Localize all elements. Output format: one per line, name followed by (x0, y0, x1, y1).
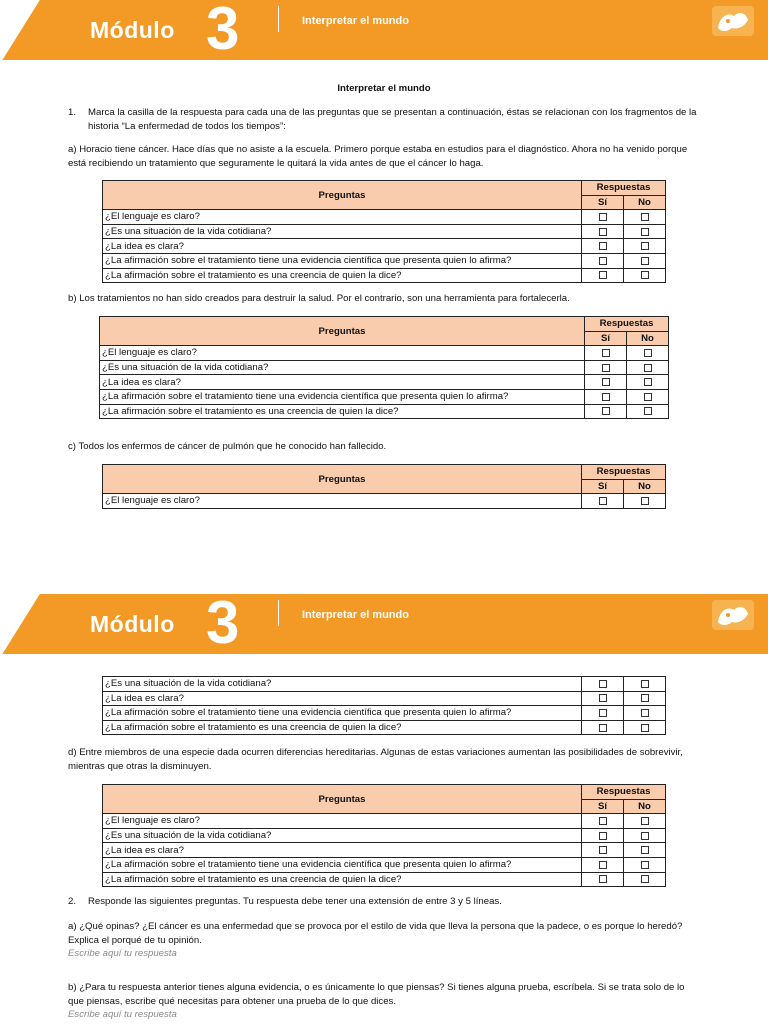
question-text: ¿El lenguaje es claro? (100, 346, 585, 361)
checkbox-si[interactable] (599, 680, 607, 688)
question-2a-text: a) ¿Qué opinas? ¿El cáncer es una enfermedad que se provoca por el estilo de vida que lleva la persona que la padece, o es porque lo heredó? Explica el porqué de tu opinión. (68, 921, 683, 946)
question-text: ¿El lenguaje es claro? (103, 814, 582, 829)
table-row (103, 706, 666, 721)
table-row (103, 239, 666, 254)
question-text: ¿Es una situación de la vida cotidiana? (103, 828, 582, 843)
banner-divider (278, 600, 279, 626)
section-d-text: d) Entre miembros de una especie dada ocurren diferencias hereditarias. Algunas de estas variaciones aumentan las posibilidades de sobrevivir, mientras que otras la disminuyen. (68, 747, 683, 772)
header-respuestas: Respuestas (582, 181, 666, 196)
checkbox-no[interactable] (641, 846, 649, 854)
checkbox-no[interactable] (641, 228, 649, 236)
checkbox-no[interactable] (641, 724, 649, 732)
question-text: ¿Es una situación de la vida cotidiana? (103, 224, 582, 239)
question-text: ¿La idea es clara? (103, 239, 582, 254)
header-no: No (624, 479, 666, 494)
table-row (100, 360, 669, 375)
checkbox-no[interactable] (644, 364, 652, 372)
checkbox-si[interactable] (599, 724, 607, 732)
header-no: No (624, 195, 666, 210)
checkbox-si[interactable] (599, 497, 607, 505)
checkbox-si[interactable] (599, 228, 607, 236)
checkbox-si[interactable] (602, 407, 610, 415)
checkbox-si[interactable] (599, 271, 607, 279)
header-si: Sí (585, 331, 627, 346)
table-row (103, 872, 666, 887)
header-respuestas: Respuestas (582, 465, 666, 480)
module-subtitle: Interpretar el mundo (302, 609, 409, 621)
question-text: ¿La afirmación sobre el tratamiento tiene una evidencia científica que presenta quien lo afirma? (103, 253, 582, 268)
checkbox-si[interactable] (599, 694, 607, 702)
instruction-1-text: Marca la casilla de la respuesta para cada una de las preguntas que se presentan a continuación, éstas se relacionan con los fragmentos de la historia “La enfermedad de todos los tiempos”: (88, 107, 697, 132)
header-respuestas: Respuestas (582, 785, 666, 800)
question-text: ¿La idea es clara? (103, 691, 582, 706)
answer-2b-input[interactable]: Escribe aquí tu respuesta (68, 1009, 177, 1020)
header-preguntas: Preguntas (100, 317, 585, 346)
question-text: ¿Es una situación de la vida cotidiana? (100, 360, 585, 375)
header-si: Sí (582, 799, 624, 814)
module-number: 3 (206, 594, 240, 654)
table-row (103, 224, 666, 239)
section-c-text: c) Todos los enfermos de cáncer de pulmón que he conocido han fallecido. (68, 441, 387, 452)
checkbox-no[interactable] (644, 393, 652, 401)
module-word: Módulo (90, 611, 175, 637)
question-text: ¿La afirmación sobre el tratamiento tiene una evidencia científica que presenta quien lo afirma? (103, 857, 582, 872)
header-no: No (624, 799, 666, 814)
checkbox-si[interactable] (599, 846, 607, 854)
questions-table-d (102, 784, 666, 887)
section-a-text: a) Horacio tiene cáncer. Hace días que no asiste a la escuela. Primero porque estaba en estudios para el diagnóstico. Ahora no ha venido porque está recibiendo un tratamiento que seguramente le quitará la vida antes de que el cáncer lo haga. (68, 144, 688, 169)
checkbox-si[interactable] (602, 364, 610, 372)
checkbox-si[interactable] (599, 709, 607, 717)
checkbox-si[interactable] (599, 861, 607, 869)
questions-table-c-part1 (102, 464, 666, 509)
checkbox-si[interactable] (599, 817, 607, 825)
question-text: ¿La idea es clara? (100, 375, 585, 390)
checkbox-no[interactable] (641, 861, 649, 869)
checkbox-si[interactable] (599, 832, 607, 840)
checkbox-si[interactable] (599, 257, 607, 265)
instruction-1 (68, 106, 700, 133)
questions-table-c-part2 (102, 676, 666, 735)
header-si: Sí (582, 195, 624, 210)
checkbox-no[interactable] (644, 378, 652, 386)
checkbox-si[interactable] (602, 349, 610, 357)
checkbox-no[interactable] (641, 242, 649, 250)
question-text: ¿La afirmación sobre el tratamiento es una creencia de quien la dice? (103, 268, 582, 283)
checkbox-si[interactable] (599, 875, 607, 883)
table-row (103, 720, 666, 735)
checkbox-si[interactable] (602, 378, 610, 386)
header-preguntas: Preguntas (103, 181, 582, 210)
checkbox-no[interactable] (644, 349, 652, 357)
header-si: Sí (582, 479, 624, 494)
table-row (103, 210, 666, 225)
table-row (100, 375, 669, 390)
questions-table-a (102, 180, 666, 283)
checkbox-no[interactable] (641, 817, 649, 825)
table-row (100, 389, 669, 404)
instruction-1-number: 1. (68, 107, 77, 118)
module-subtitle: Interpretar el mundo (302, 15, 409, 27)
checkbox-no[interactable] (644, 407, 652, 415)
table-row (103, 677, 666, 692)
checkbox-no[interactable] (641, 694, 649, 702)
table-row (103, 857, 666, 872)
header-preguntas: Preguntas (103, 785, 582, 814)
checkbox-no[interactable] (641, 257, 649, 265)
module-number: 3 (206, 0, 240, 60)
table-row (100, 346, 669, 361)
table-row (103, 814, 666, 829)
module-banner (0, 0, 768, 60)
question-2b-text: b) ¿Para tu respuesta anterior tienes alguna evidencia, o es únicamente lo que piensas? Si tienes alguna prueba, escríbela. Si se trata solo de lo que piensas, escribe qué necesitas para obtener una prueba de lo que dices. (68, 982, 685, 1007)
checkbox-no[interactable] (641, 832, 649, 840)
checkbox-no[interactable] (641, 497, 649, 505)
header-preguntas: Preguntas (103, 465, 582, 494)
instruction-2 (68, 895, 700, 909)
checkbox-no[interactable] (641, 875, 649, 883)
question-2b (68, 981, 700, 1022)
question-text: ¿La idea es clara? (103, 843, 582, 858)
table-row (103, 494, 666, 509)
checkbox-si[interactable] (599, 242, 607, 250)
instruction-2-number: 2. (68, 896, 77, 907)
checkbox-no[interactable] (641, 271, 649, 279)
question-text: ¿La afirmación sobre el tratamiento es una creencia de quien la dice? (103, 872, 582, 887)
question-text: ¿El lenguaje es claro? (103, 210, 582, 225)
question-text: ¿La afirmación sobre el tratamiento es una creencia de quien la dice? (100, 404, 585, 419)
section-b-text: b) Los tratamientos no han sido creados para destruir la salud. Por el contrario, son una herramienta para fortalecerla. (68, 293, 570, 304)
table-row (103, 268, 666, 283)
instruction-2-text: Responde las siguientes preguntas. Tu respuesta debe tener una extensión de entre 3 y 5 líneas. (88, 896, 502, 907)
question-text: ¿La afirmación sobre el tratamiento tiene una evidencia científica que presenta quien lo afirma? (100, 389, 585, 404)
checkbox-no[interactable] (641, 709, 649, 717)
table-row (100, 404, 669, 419)
module-word: Módulo (90, 17, 175, 43)
table-row (103, 253, 666, 268)
answer-2a-input[interactable]: Escribe aquí tu respuesta (68, 948, 177, 959)
sep-logo-icon (712, 6, 754, 36)
question-text: ¿La afirmación sobre el tratamiento tiene una evidencia científica que presenta quien lo afirma? (103, 706, 582, 721)
table-row (103, 843, 666, 858)
module-banner-2 (0, 594, 768, 654)
checkbox-si[interactable] (602, 393, 610, 401)
table-row (103, 828, 666, 843)
checkbox-no[interactable] (641, 680, 649, 688)
page-title: Interpretar el mundo (337, 83, 431, 94)
question-text: ¿La afirmación sobre el tratamiento es una creencia de quien la dice? (103, 720, 582, 735)
question-text: ¿El lenguaje es claro? (103, 494, 582, 509)
sep-logo-icon (712, 600, 754, 630)
questions-table-b (99, 316, 669, 419)
table-row (103, 691, 666, 706)
banner-divider (278, 6, 279, 32)
question-text: ¿Es una situación de la vida cotidiana? (103, 677, 582, 692)
checkbox-si[interactable] (599, 213, 607, 221)
header-respuestas: Respuestas (585, 317, 669, 332)
checkbox-no[interactable] (641, 213, 649, 221)
question-2a (68, 920, 700, 961)
header-no: No (627, 331, 669, 346)
